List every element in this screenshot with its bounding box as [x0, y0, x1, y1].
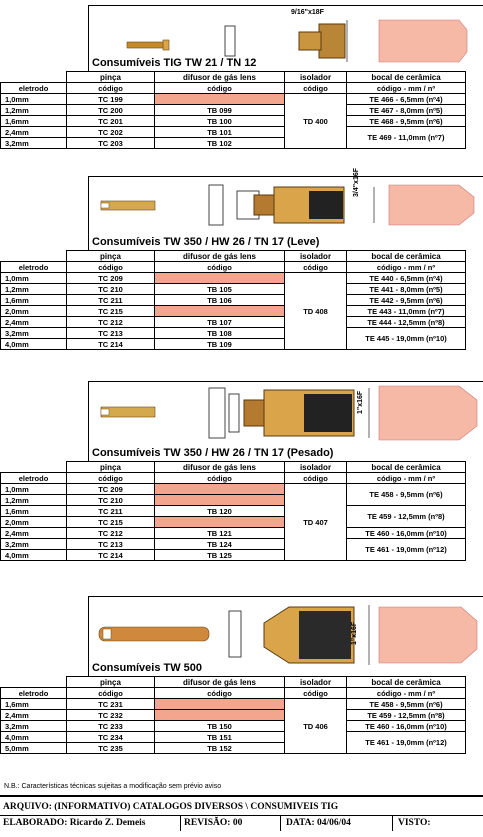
difusor-cell: TB 124 [155, 539, 285, 550]
bocal-cell: TE 460 - 16,0mm (nº10) [347, 721, 466, 732]
section-title: Consumíveis TW 500 [92, 662, 203, 674]
bocal-cell: TE 461 - 19,0mm (nº12) [347, 732, 466, 754]
table-row [1, 273, 466, 284]
difusor-cell: TB 101 [155, 127, 285, 138]
bocal-cell: TE 467 - 8,0mm (nº5) [347, 105, 466, 116]
col-eletrodo: eletrodo [1, 83, 67, 94]
difusor-cell-unavailable [155, 273, 285, 284]
bocal-cell: TE 440 - 6,5mm (nº4) [347, 273, 466, 284]
bocal-cell: TE 461 - 19,0mm (nº12) [347, 539, 466, 561]
codes-table [0, 71, 466, 149]
bocal-cell: TE 466 - 6,5mm (nº4) [347, 94, 466, 105]
difusor-cell-unavailable [155, 699, 285, 710]
difusor-cell: TB 105 [155, 284, 285, 295]
eletrodo-cell: 1,6mm [1, 116, 67, 127]
subheader: código [285, 83, 347, 94]
subheader: código [155, 83, 285, 94]
visto-label: VISTO: [398, 818, 431, 828]
difusor-cell-unavailable [155, 94, 285, 105]
pinca-cell: TC 232 [67, 710, 155, 721]
subheader: código [285, 262, 347, 273]
eletrodo-cell: 2,4mm [1, 317, 67, 328]
eletrodo-cell: 1,0mm [1, 484, 67, 495]
parts-illustration-leve [88, 167, 483, 251]
subheader: código - mm / nº [347, 473, 466, 484]
pinca-cell: TC 200 [67, 105, 155, 116]
table-row [1, 127, 466, 138]
col-bocal: bocal de cerâmica [347, 462, 466, 473]
subheader: código - mm / nº [347, 688, 466, 699]
pinca-cell: TC 199 [67, 94, 155, 105]
divider [180, 816, 181, 831]
arquivo-label: ARQUIVO: (INFORMATIVO) CATALOGOS DIVERSOS \ CONSUMIVEIS TIG [3, 802, 339, 812]
parts-illustration-tw500 [88, 596, 483, 677]
col-pinca: pinça [67, 462, 155, 473]
bocal-cell: TE 445 - 19,0mm (nº10) [347, 328, 466, 350]
pinca-cell: TC 214 [67, 339, 155, 350]
subheader: código [285, 473, 347, 484]
dimension-label: 1"x16F [351, 621, 358, 645]
bocal-cell: TE 443 - 11,0mm (nº7) [347, 306, 466, 317]
footnote: N.B.: Características técnicas sujeitas a modificação sem prévio aviso [4, 783, 222, 790]
col-isolador: isolador [285, 462, 347, 473]
pinca-cell: TC 234 [67, 732, 155, 743]
difusor-cell: TB 121 [155, 528, 285, 539]
data-label: DATA: 04/06/04 [286, 818, 351, 828]
difusor-cell: TB 152 [155, 743, 285, 754]
pinca-cell: TC 215 [67, 517, 155, 528]
eletrodo-cell: 5,0mm [1, 743, 67, 754]
pinca-cell: TC 213 [67, 539, 155, 550]
eletrodo-cell: 3,2mm [1, 138, 67, 149]
table-row [1, 284, 466, 295]
pinca-cell: TC 235 [67, 743, 155, 754]
bocal-cell: TE 459 - 12,5mm (nº8) [347, 710, 466, 721]
col-difusor: difusor de gás lens [155, 677, 285, 688]
subheader: código [67, 83, 155, 94]
col-isolador: isolador [285, 251, 347, 262]
difusor-cell: TB 099 [155, 105, 285, 116]
footer-row-arquivo [0, 800, 483, 816]
parts-illustration-pesado [88, 381, 483, 462]
divider [280, 816, 281, 831]
eletrodo-cell: 1,0mm [1, 94, 67, 105]
table-row [1, 484, 466, 495]
eletrodo-cell: 1,0mm [1, 273, 67, 284]
table-row [1, 506, 466, 517]
eletrodo-cell: 1,2mm [1, 284, 67, 295]
col-pinca: pinça [67, 251, 155, 262]
eletrodo-cell: 2,0mm [1, 517, 67, 528]
bocal-cell: TE 441 - 8,0mm (nº5) [347, 284, 466, 295]
table-row [1, 528, 466, 539]
divider [392, 816, 393, 831]
subheader: código [67, 262, 155, 273]
isolador-cell: TD 407 [285, 484, 347, 561]
table-row [1, 306, 466, 317]
difusor-cell: TB 106 [155, 295, 285, 306]
eletrodo-cell: 3,2mm [1, 328, 67, 339]
codes-table [0, 461, 466, 561]
difusor-cell-unavailable [155, 710, 285, 721]
subheader: código [285, 688, 347, 699]
col-bocal: bocal de cerâmica [347, 251, 466, 262]
pinca-cell: TC 201 [67, 116, 155, 127]
pinca-cell: TC 211 [67, 506, 155, 517]
col-difusor: difusor de gás lens [155, 462, 285, 473]
subheader: código - mm / nº [347, 83, 466, 94]
eletrodo-cell: 3,2mm [1, 721, 67, 732]
table-row [1, 317, 466, 328]
table-row [1, 732, 466, 743]
dimension-label: 9/16"x18F [291, 9, 324, 16]
pinca-cell: TC 231 [67, 699, 155, 710]
section-title: Consumíveis TW 350 / HW 26 / TN 17 (Pesado) [92, 447, 334, 459]
bocal-cell: TE 460 - 16,0mm (nº10) [347, 528, 466, 539]
difusor-cell: TB 125 [155, 550, 285, 561]
subheader: código - mm / nº [347, 262, 466, 273]
eletrodo-cell: 4,0mm [1, 339, 67, 350]
pinca-cell: TC 212 [67, 528, 155, 539]
col-bocal: bocal de cerâmica [347, 72, 466, 83]
footer-row-elaborado [0, 816, 483, 831]
eletrodo-cell: 1,2mm [1, 105, 67, 116]
pinca-cell: TC 214 [67, 550, 155, 561]
bocal-cell: TE 444 - 12,5mm (nº8) [347, 317, 466, 328]
revisao-label: REVISÃO: 00 [184, 818, 243, 828]
difusor-cell: TB 107 [155, 317, 285, 328]
pinca-cell: TC 210 [67, 495, 155, 506]
col-isolador: isolador [285, 677, 347, 688]
table-row [1, 710, 466, 721]
bocal-cell: TE 442 - 9,5mm (nº6) [347, 295, 466, 306]
codes-table [0, 250, 466, 350]
pinca-cell: TC 202 [67, 127, 155, 138]
subheader: código [155, 688, 285, 699]
col-isolador: isolador [285, 72, 347, 83]
col-pinca: pinça [67, 72, 155, 83]
eletrodo-cell: 2,4mm [1, 710, 67, 721]
subheader: código [67, 473, 155, 484]
col-eletrodo: eletrodo [1, 688, 67, 699]
pinca-cell: TC 233 [67, 721, 155, 732]
document-footer [0, 795, 483, 837]
col-difusor: difusor de gás lens [155, 72, 285, 83]
col-difusor: difusor de gás lens [155, 251, 285, 262]
difusor-cell: TB 100 [155, 116, 285, 127]
pinca-cell: TC 209 [67, 273, 155, 284]
bocal-cell: TE 459 - 12,5mm (nº8) [347, 506, 466, 528]
bocal-cell: TE 468 - 9,5mm (nº6) [347, 116, 466, 127]
bocal-cell: TE 458 - 9,5mm (nº6) [347, 699, 466, 710]
subheader: código [155, 262, 285, 273]
difusor-cell-unavailable [155, 306, 285, 317]
difusor-cell-unavailable [155, 495, 285, 506]
table-row [1, 328, 466, 339]
isolador-cell: TD 400 [285, 94, 347, 149]
difusor-cell-unavailable [155, 484, 285, 495]
dimension-label: 1"x16F [357, 390, 364, 414]
difusor-cell: TB 108 [155, 328, 285, 339]
pinca-cell: TC 211 [67, 295, 155, 306]
pinca-cell: TC 210 [67, 284, 155, 295]
eletrodo-cell: 1,6mm [1, 295, 67, 306]
bocal-cell: TE 458 - 9,5mm (nº6) [347, 484, 466, 506]
eletrodo-cell: 2,4mm [1, 528, 67, 539]
table-row [1, 721, 466, 732]
difusor-cell: TB 120 [155, 506, 285, 517]
table-row [1, 295, 466, 306]
pinca-cell: TC 215 [67, 306, 155, 317]
pinca-cell: TC 213 [67, 328, 155, 339]
eletrodo-cell: 1,6mm [1, 699, 67, 710]
subheader: código [67, 688, 155, 699]
table-row [1, 699, 466, 710]
pinca-cell: TC 209 [67, 484, 155, 495]
elaborado-label: ELABORADO: Ricardo Z. Demeis [3, 818, 146, 828]
eletrodo-cell: 2,0mm [1, 306, 67, 317]
eletrodo-cell: 2,4mm [1, 127, 67, 138]
difusor-cell: TB 151 [155, 732, 285, 743]
subheader: código [155, 473, 285, 484]
bocal-cell: TE 469 - 11,0mm (nº7) [347, 127, 466, 149]
col-eletrodo: eletrodo [1, 473, 67, 484]
table-row [1, 105, 466, 116]
pinca-cell: TC 203 [67, 138, 155, 149]
difusor-cell: TB 102 [155, 138, 285, 149]
codes-table [0, 676, 466, 754]
eletrodo-cell: 4,0mm [1, 550, 67, 561]
parts-illustration-tw21 [88, 5, 483, 72]
col-bocal: bocal de cerâmica [347, 677, 466, 688]
eletrodo-cell: 4,0mm [1, 732, 67, 743]
isolador-cell: TD 406 [285, 699, 347, 754]
eletrodo-cell: 1,6mm [1, 506, 67, 517]
section-title: Consumíveis TW 350 / HW 26 / TN 17 (Leve) [92, 236, 320, 248]
section-title: Consumíveis TIG TW 21 / TN 12 [92, 57, 257, 69]
col-eletrodo: eletrodo [1, 262, 67, 273]
table-row [1, 539, 466, 550]
table-row [1, 94, 466, 105]
isolador-cell: TD 408 [285, 273, 347, 350]
difusor-cell: TB 150 [155, 721, 285, 732]
difusor-cell: TB 109 [155, 339, 285, 350]
pinca-cell: TC 212 [67, 317, 155, 328]
difusor-cell-unavailable [155, 517, 285, 528]
eletrodo-cell: 1,2mm [1, 495, 67, 506]
table-row [1, 116, 466, 127]
eletrodo-cell: 3,2mm [1, 539, 67, 550]
col-pinca: pinça [67, 677, 155, 688]
dimension-label: 3/4"x16F [353, 167, 360, 197]
